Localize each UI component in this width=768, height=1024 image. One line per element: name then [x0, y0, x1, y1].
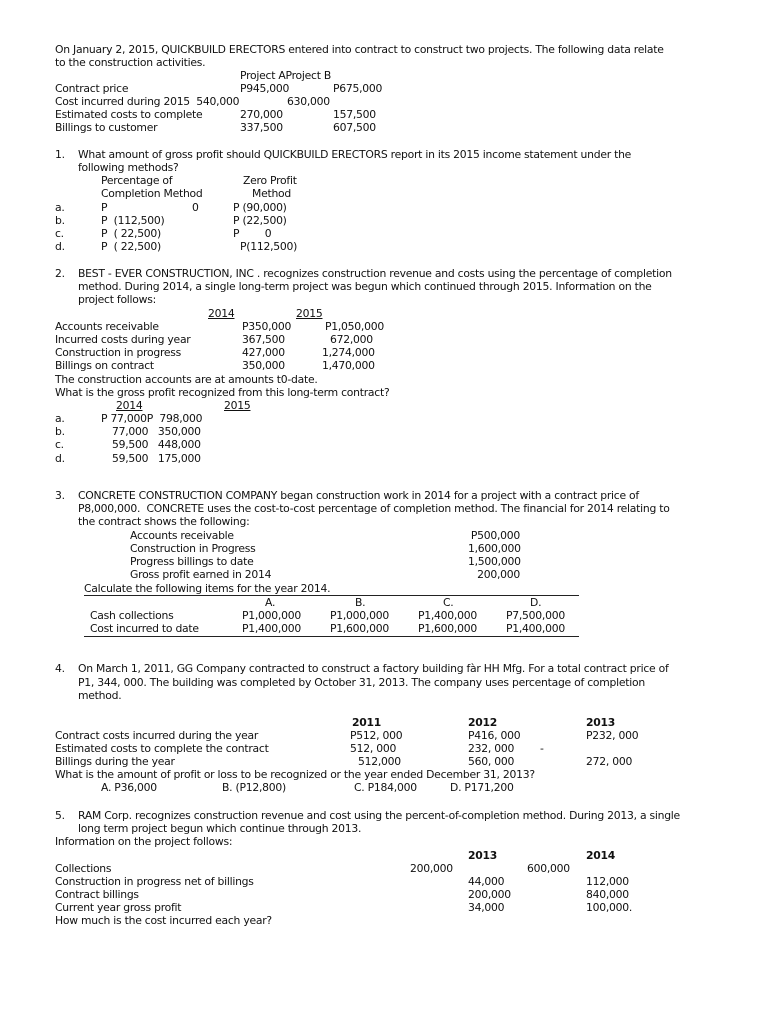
account-label: Estimated costs to complete the contract — [55, 742, 269, 755]
question-text: On March 1, 2011, GG Company contracted to construct a factory building fàr HH Mfg. For a total contract price of — [78, 662, 669, 675]
account-label: Progress billings to date — [130, 555, 254, 568]
option-value: A. P36,000 — [101, 781, 157, 794]
option-value: 59,500 448,000 — [112, 438, 201, 451]
account-label: Collections — [55, 862, 112, 875]
question-number: 3. — [55, 489, 65, 502]
question-text: How much is the cost incurred each year? — [55, 914, 272, 927]
account-value: P1,050,000 — [325, 320, 384, 333]
question-text: method. During 2014, a single long-term project was begun which continued through 2015. Information on the — [78, 280, 652, 293]
intro-row-b: P675,000 — [333, 82, 383, 95]
account-label: Construction in progress net of billings — [55, 875, 254, 888]
question-text: P8,000,000. CONCRETE uses the cost-to-cost percentage of completion method. The financial for 2014 relating to — [78, 502, 670, 515]
year-header: 2013 — [468, 849, 498, 862]
intro-row-label: Billings to customer — [55, 121, 158, 134]
option-value: P 77,000P 798,000 — [101, 412, 203, 425]
option-value: P(112,500) — [240, 240, 298, 253]
option-value: P (22,500) — [233, 214, 287, 227]
account-value: 34,000 — [468, 901, 505, 914]
question-text: What amount of gross profit should QUICKBUILD ERECTORS report in its 2015 income statement under the — [78, 148, 632, 161]
column-header: Completion Method — [101, 187, 203, 200]
intro-row-a: 270,000 — [240, 108, 283, 121]
account-label: Current year gross profit — [55, 901, 182, 914]
question-text: P1, 344, 000. The building was completed by October 31, 2013. The company uses percentage of completion — [78, 676, 645, 689]
account-value: P232, 000 — [586, 729, 639, 742]
option-value: P ( 22,500) — [101, 240, 162, 253]
year-header: 2015 — [296, 307, 323, 320]
year-header: 2013 — [586, 716, 616, 729]
account-value: 512,000 — [358, 755, 401, 768]
account-value: P416, 000 — [468, 729, 521, 742]
account-value: P350,000 — [242, 320, 292, 333]
option-value: D. P171,200 — [450, 781, 514, 794]
question-number: 5. — [55, 809, 65, 822]
option-value: C. P184,000 — [354, 781, 417, 794]
account-value: P512, 000 — [350, 729, 403, 742]
note-text: What is the gross profit recognized from this long-term contract? — [55, 386, 390, 399]
question-text: following methods? — [78, 161, 179, 174]
question-text: project follows: — [78, 293, 157, 306]
account-value: 272, 000 — [586, 755, 633, 768]
option-value: 0 — [192, 201, 199, 214]
question-text: Information on the project follows: — [55, 835, 233, 848]
intro-row-b: 607,500 — [333, 121, 376, 134]
question-number: 1. — [55, 148, 65, 161]
intro-row-label: Contract price — [55, 82, 129, 95]
intro-project-header: Project AProject B — [240, 69, 332, 82]
account-value: 350,000 — [242, 359, 285, 372]
account-value: 232, 000 — [468, 742, 515, 755]
calc-instruction: Calculate the following items for the year 2014. — [84, 582, 331, 595]
account-value: 1,500,000 — [468, 555, 521, 568]
column-header: Zero Profit — [243, 174, 297, 187]
option-value: P (112,500) — [101, 214, 165, 227]
question-text: CONCRETE CONSTRUCTION COMPANY began construction work in 2014 for a project with a contract price of — [78, 489, 639, 502]
option-value: 59,500 175,000 — [112, 452, 201, 465]
option-letter: d. — [55, 452, 65, 465]
table-cell: P1,400,000 — [418, 609, 477, 622]
question-number: 4. — [55, 662, 65, 675]
option-value: P ( 22,500) — [101, 227, 162, 240]
option-header: D. — [530, 596, 542, 609]
account-label: Contract costs incurred during the year — [55, 729, 259, 742]
question-text: long term project begun which continue through 2013. — [78, 822, 362, 835]
table-rule-bottom — [84, 636, 579, 637]
question-text: the contract shows the following: — [78, 515, 250, 528]
table-cell: P1,600,000 — [418, 622, 477, 635]
account-label: Incurred costs during year — [55, 333, 191, 346]
table-cell: P1,000,000 — [330, 609, 389, 622]
account-label: Construction in progress — [55, 346, 182, 359]
column-header: Method — [252, 187, 291, 200]
option-letter: b. — [55, 425, 65, 438]
option-letter: c. — [55, 227, 64, 240]
account-label: Construction in Progress — [130, 542, 256, 555]
question-text: BEST - EVER CONSTRUCTION, INC . recognizes construction revenue and costs using the percentage of completion — [78, 267, 672, 280]
option-value: P (90,000) — [233, 201, 287, 214]
intro-row-label: Cost incurred during 2015 540,000 — [55, 95, 240, 108]
table-cell: P1,600,000 — [330, 622, 389, 635]
table-rule-top — [84, 595, 579, 596]
account-value: 200,000 — [477, 568, 520, 581]
option-header: C. — [443, 596, 454, 609]
option-letter: a. — [55, 412, 65, 425]
note-text: The construction accounts are at amounts t0-date. — [55, 373, 318, 386]
year-header: 2012 — [468, 716, 498, 729]
table-cell: P7,500,000 — [506, 609, 565, 622]
account-value: 512, 000 — [350, 742, 397, 755]
answer-year-header: 2014 — [116, 399, 143, 412]
option-value: P 0 — [233, 227, 272, 240]
account-label: Contract billings — [55, 888, 139, 901]
account-value: 1,274,000 — [322, 346, 375, 359]
intro-row-a: 337,500 — [240, 121, 283, 134]
account-label: Accounts receivable — [55, 320, 159, 333]
column-header: Percentage of — [101, 174, 173, 187]
account-value: 200,000 — [410, 862, 453, 875]
option-header: A. — [265, 596, 276, 609]
question-text: method. — [78, 689, 122, 702]
table-row-label: Cash collections — [90, 609, 174, 622]
question-text: RAM Corp. recognizes construction revenue and cost using the percent-of-completion method. During 2013, a single — [78, 809, 680, 822]
option-letter: a. — [55, 201, 65, 214]
account-value: 367,500 — [242, 333, 285, 346]
account-value: 1,470,000 — [322, 359, 375, 372]
account-value: 100,000. — [586, 901, 633, 914]
intro-line-1: On January 2, 2015, QUICKBUILD ERECTORS entered into contract to construct two projects. The following data relate — [55, 43, 664, 56]
account-value: 427,000 — [242, 346, 285, 359]
account-value: 600,000 — [527, 862, 570, 875]
account-value: 560, 000 — [468, 755, 515, 768]
table-cell: P1,400,000 — [242, 622, 301, 635]
account-value: 840,000 — [586, 888, 629, 901]
account-value: 200,000 — [468, 888, 511, 901]
table-cell: P1,400,000 — [506, 622, 565, 635]
account-label: Billings on contract — [55, 359, 154, 372]
answer-year-header: 2015 — [224, 399, 251, 412]
account-value: 1,600,000 — [468, 542, 521, 555]
question-number: 2. — [55, 267, 65, 280]
account-value: 112,000 — [586, 875, 629, 888]
table-cell: P1,000,000 — [242, 609, 301, 622]
account-label: Accounts receivable — [130, 529, 234, 542]
option-letter: c. — [55, 438, 64, 451]
intro-line-2: to the construction activities. — [55, 56, 206, 69]
year-header: 2014 — [586, 849, 616, 862]
account-label: Billings during the year — [55, 755, 175, 768]
account-value: - — [540, 742, 544, 755]
option-letter: d. — [55, 240, 65, 253]
option-value: 77,000 350,000 — [112, 425, 201, 438]
account-label: Gross profit earned in 2014 — [130, 568, 272, 581]
question-text: What is the amount of profit or loss to be recognized or the year ended December 31, 2013? — [55, 768, 535, 781]
option-value: B. (P12,800) — [222, 781, 286, 794]
account-value: 44,000 — [468, 875, 505, 888]
account-value: P500,000 — [470, 529, 520, 542]
intro-row-a: P945,000 — [240, 82, 290, 95]
option-letter: b. — [55, 214, 65, 227]
intro-row-label: Estimated costs to complete — [55, 108, 203, 121]
year-header: 2014 — [208, 307, 235, 320]
intro-row-b: 630,000 — [287, 95, 330, 108]
table-row-label: Cost incurred to date — [90, 622, 199, 635]
year-header: 2011 — [352, 716, 382, 729]
intro-row-b: 157,500 — [333, 108, 376, 121]
option-value: P — [101, 201, 108, 214]
account-value: 672,000 — [330, 333, 373, 346]
option-header: B. — [355, 596, 366, 609]
